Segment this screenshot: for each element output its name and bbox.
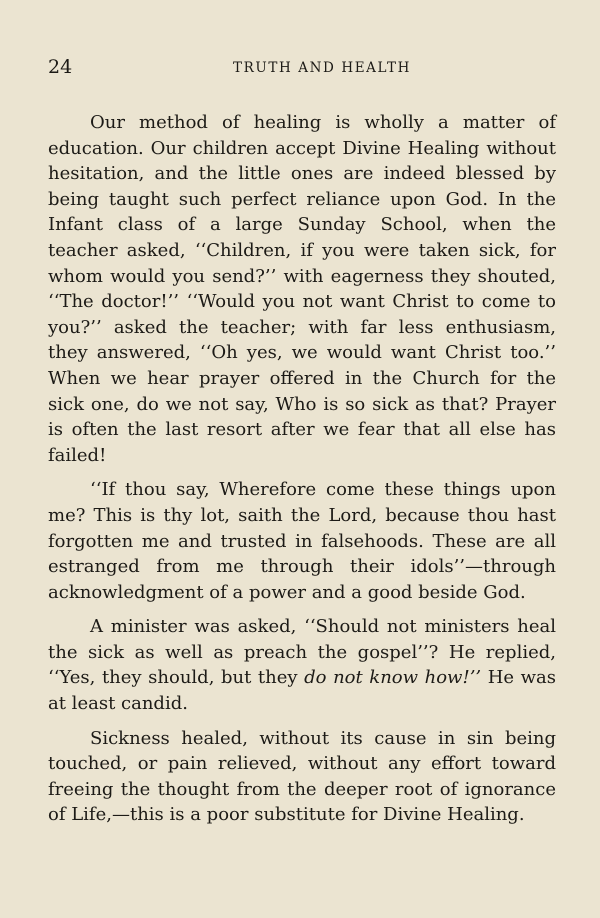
paragraph-text: A minister was asked, ‘‘Should not ministers heal the sick as well as preach the gospel’’? He replied, ‘‘Yes, they should, but they [48, 616, 556, 689]
paragraph [48, 614, 556, 716]
paragraph-text: He was at least candid. [48, 667, 557, 715]
page-header [48, 56, 556, 86]
running-title: TRUTH AND HEALTH [233, 60, 411, 76]
paragraph: Sickness healed, without its cause in sin being touched, or pain relieved, without any effort toward freeing the thought from the deeper root of ignorance of Life,—this is a poor substitute for Divine Healing. [48, 727, 556, 826]
body-text [48, 110, 556, 828]
page-number: 24 [48, 56, 73, 78]
emphasized-text: do not know how!’’ [304, 667, 482, 689]
paragraph: ‘‘If thou say, Wherefore come these things upon me? This is thy lot, saith the Lord, because thou hast forgotten me and trusted in falsehoods. These are all estranged from me through their idols’’—through acknowledgment of a power and a good beside God. [48, 479, 556, 603]
paragraph: Our method of healing is wholly a matter of education. Our children accept Divine Healing without hesitation, and the little ones are indeed blessed by being taught such perfect reliance upon God. In the Infant class of a large Sunday School, when the teacher asked, ‘‘Children, if you were taken sick, for whom would you send?’’ with eagerness they shouted, ‘‘The doctor!’’ ‘‘Would you not want Christ to come to you?’’ asked the teacher; with far less enthusiasm, they answered, ‘‘Oh yes, we would want Christ too.’’ When we hear prayer offered in the Church for the sick one, do we not say, Who is so sick as that? Prayer is often the last resort after we fear that all else has failed! [48, 112, 556, 466]
